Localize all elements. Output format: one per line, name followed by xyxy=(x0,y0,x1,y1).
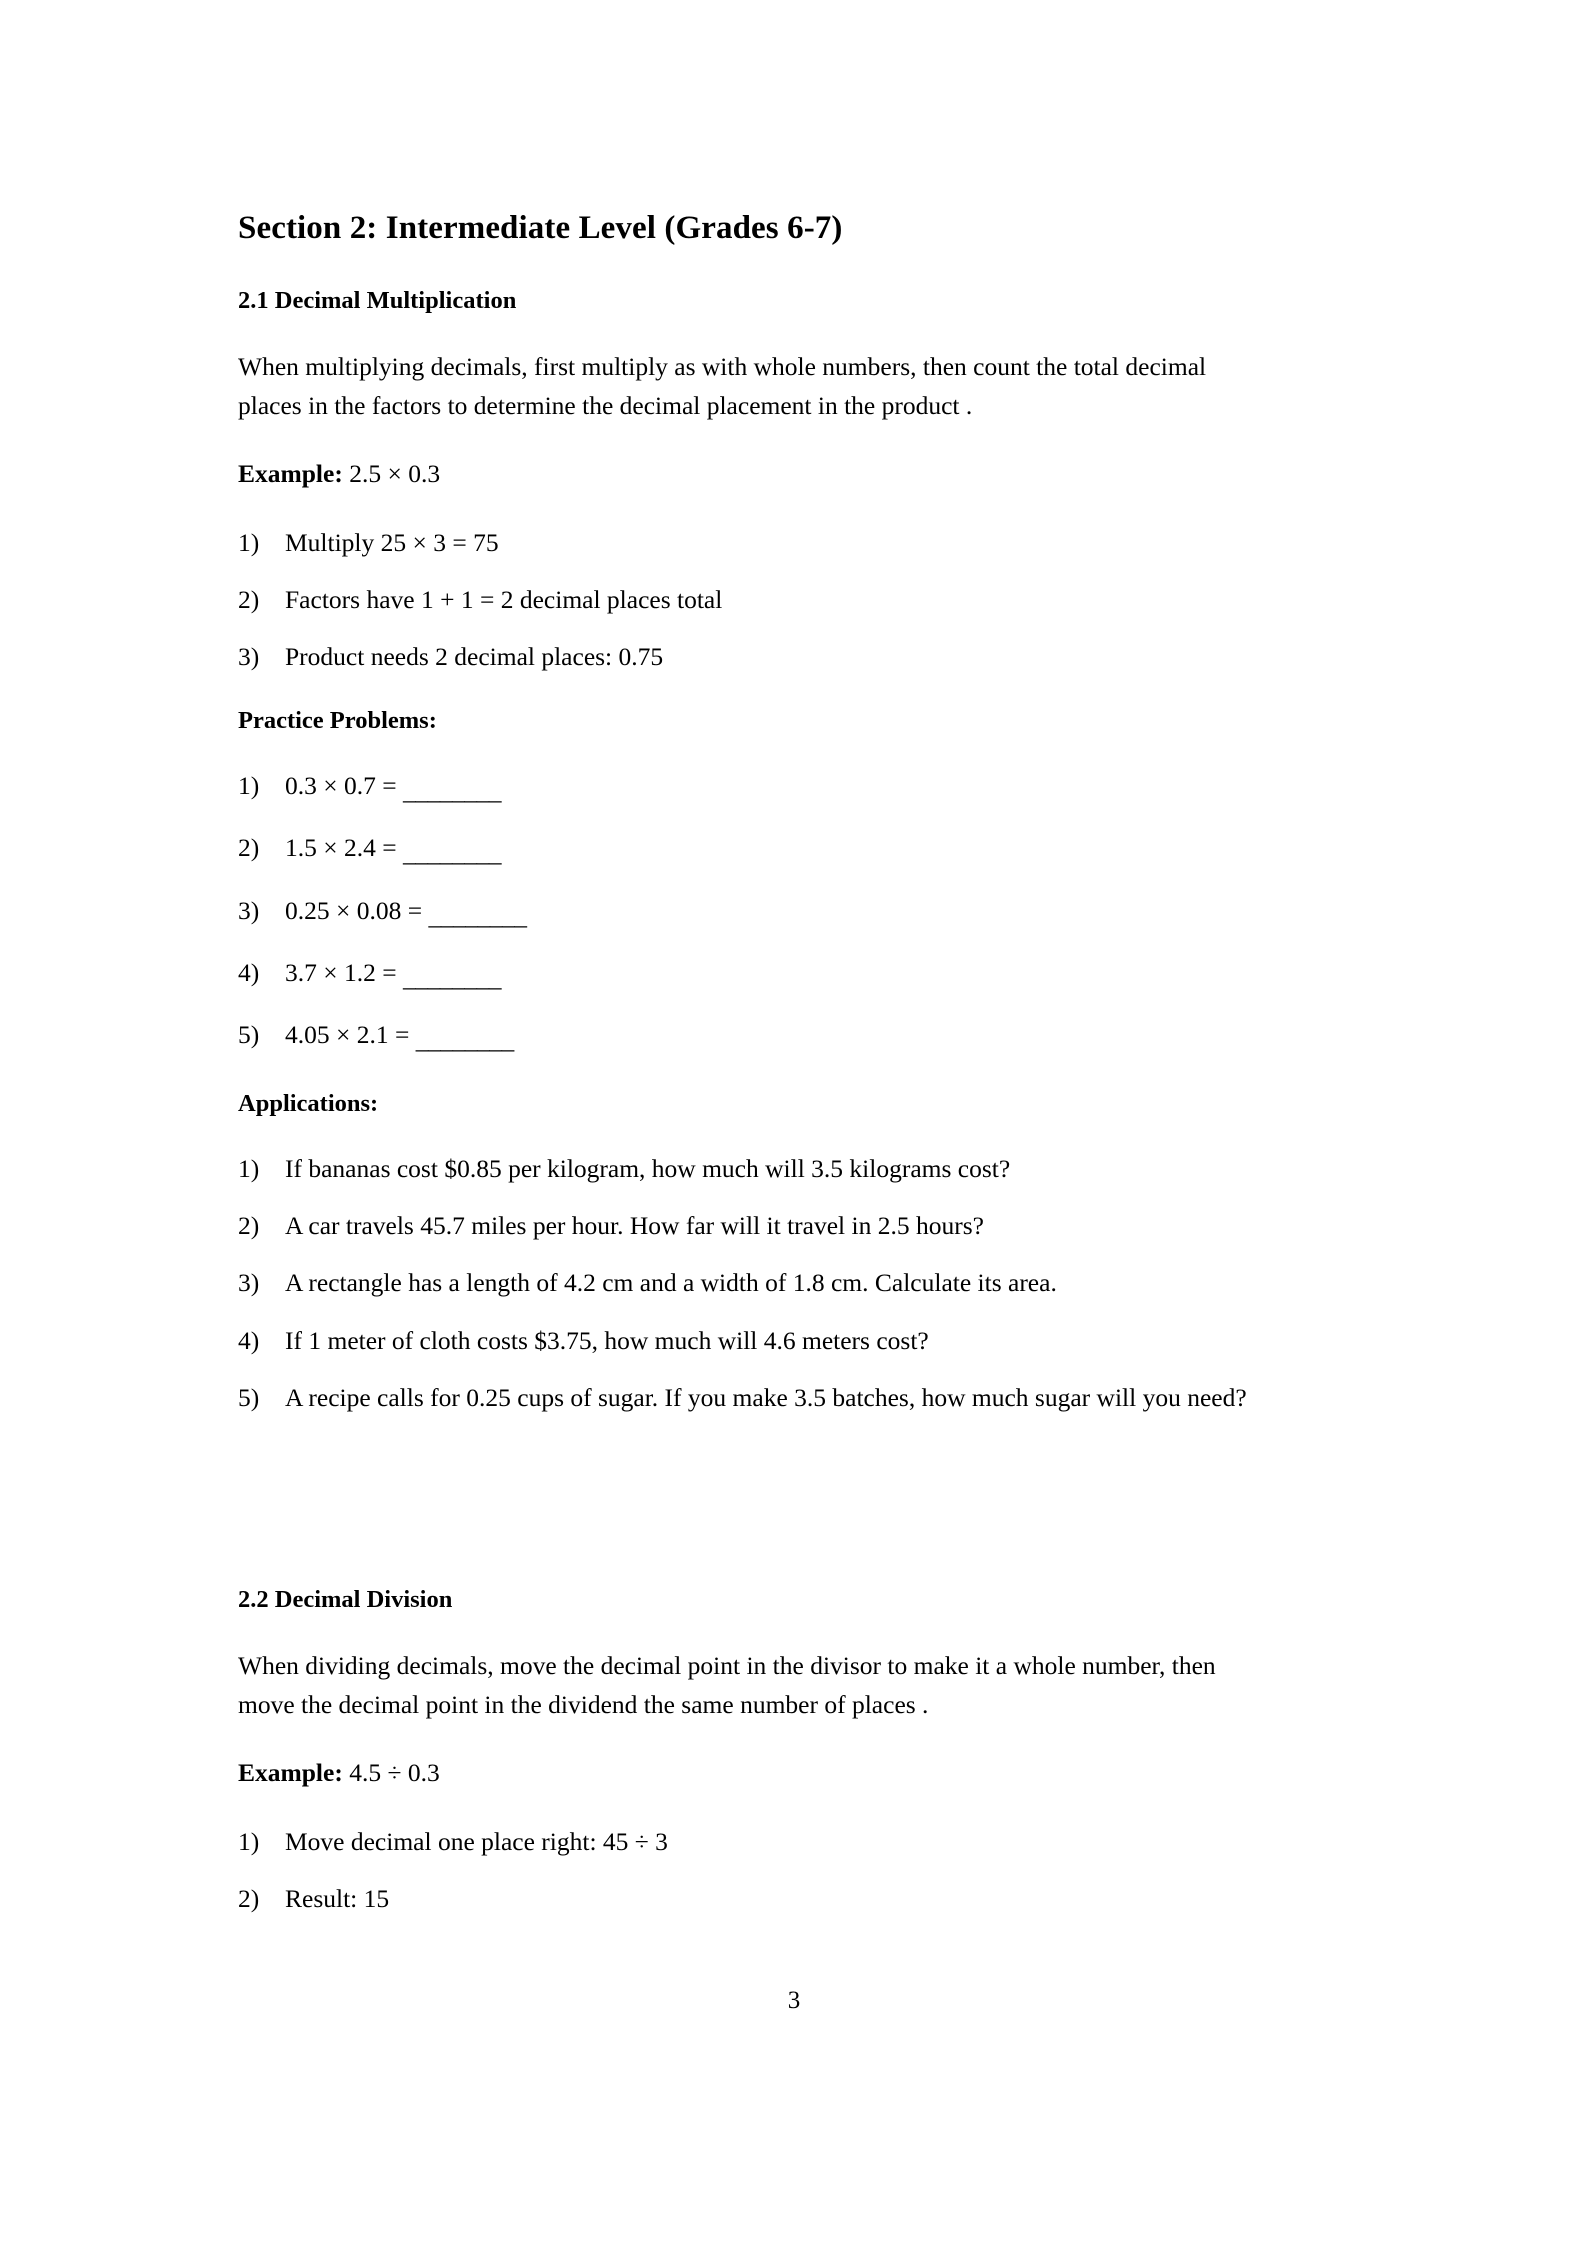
list-marker: 4) xyxy=(238,957,260,987)
example-line-2-1 xyxy=(238,455,1262,493)
example-expression: 4.5 ÷ 0.3 xyxy=(349,1758,440,1788)
list-item xyxy=(238,1322,1262,1360)
spacer xyxy=(238,737,1262,767)
list-marker: 5) xyxy=(238,1382,260,1412)
list-marker: 1) xyxy=(238,1826,260,1856)
answer-blank[interactable]: ________ xyxy=(403,838,502,868)
list-item-text: Product needs 2 decimal places: 0.75 xyxy=(285,642,664,672)
list-item-text: Multiply 25 × 3 = 75 xyxy=(285,527,499,557)
spacer xyxy=(238,248,1262,286)
answer-blank[interactable]: ________ xyxy=(403,776,502,806)
list-item-text: Factors have 1 + 1 = 2 decimal places total xyxy=(285,584,723,614)
list-item xyxy=(238,1264,1262,1302)
list-item xyxy=(238,892,1262,935)
problem-expression: 0.3 × 0.7 = xyxy=(285,771,404,801)
list-item-text: If 1 meter of cloth costs $3.75, how much will 4.6 meters cost? xyxy=(285,1325,929,1355)
list-marker: 2) xyxy=(238,833,260,863)
list-item-text: A car travels 45.7 miles per hour. How far will it travel in 2.5 hours? xyxy=(285,1211,984,1241)
spacer xyxy=(238,1059,1262,1089)
spacer xyxy=(238,1793,1262,1823)
subsection-heading-2-1: 2.1 Decimal Multiplication xyxy=(238,287,517,315)
list-item xyxy=(238,1150,1262,1188)
spacer xyxy=(238,425,1262,455)
example-steps-list-2-2 xyxy=(238,1823,1262,1919)
problem-expression: 0.25 × 0.08 = xyxy=(285,895,429,925)
list-marker: 3) xyxy=(238,642,260,672)
list-marker: 5) xyxy=(238,1020,260,1050)
list-item xyxy=(238,1016,1262,1059)
spacer xyxy=(238,1724,1262,1754)
list-item-text: A recipe calls for 0.25 cups of sugar. If you make 3.5 batches, how much sugar will you need? xyxy=(285,1382,1247,1412)
practice-problems-heading: Practice Problems: xyxy=(238,707,437,735)
list-marker: 1) xyxy=(238,771,260,801)
list-marker: 2) xyxy=(238,1211,260,1241)
spacer xyxy=(238,317,1262,347)
subsection-2-1-intro: When multiplying decimals, first multiply as with whole numbers, then count the total decimal places in the factors to determine the decimal placement in the product . xyxy=(238,351,1207,421)
spacer xyxy=(238,1120,1262,1150)
list-item xyxy=(238,581,1262,619)
answer-blank[interactable]: ________ xyxy=(415,1025,514,1055)
list-marker: 3) xyxy=(238,1268,260,1298)
list-item xyxy=(238,954,1262,997)
list-marker: 2) xyxy=(238,1883,260,1913)
list-item xyxy=(238,1880,1262,1918)
list-marker: 3) xyxy=(238,895,260,925)
spacer xyxy=(238,494,1262,524)
list-item-text: Result: 15 xyxy=(285,1883,390,1913)
applications-heading: Applications: xyxy=(238,1090,379,1118)
problem-expression: 3.7 × 1.2 = xyxy=(285,957,404,987)
page-content xyxy=(238,208,1262,1918)
example-expression: 2.5 × 0.3 xyxy=(349,459,441,489)
list-marker: 2) xyxy=(238,584,260,614)
list-item xyxy=(238,1823,1262,1861)
list-item-text: A rectangle has a length of 4.2 cm and a width of 1.8 cm. Calculate its area. xyxy=(285,1268,1057,1298)
list-item-text: If bananas cost $0.85 per kilogram, how much will 3.5 kilograms cost? xyxy=(285,1153,1011,1183)
answer-blank[interactable]: ________ xyxy=(403,962,502,992)
example-steps-list-2-1 xyxy=(238,524,1262,677)
example-label: Example: xyxy=(238,1758,343,1788)
spacer xyxy=(238,676,1262,706)
list-item xyxy=(238,1207,1262,1245)
answer-blank[interactable]: ________ xyxy=(428,900,527,930)
spacer xyxy=(238,1616,1262,1646)
list-item xyxy=(238,1379,1262,1417)
subsection-2-2-intro: When dividing decimals, move the decimal point in the divisor to make it a whole number, then move the decimal point in the dividend the same number of places . xyxy=(238,1650,1216,1720)
list-marker: 1) xyxy=(238,527,260,557)
problem-expression: 4.05 × 2.1 = xyxy=(285,1020,416,1050)
list-marker: 1) xyxy=(238,1153,260,1183)
example-label: Example: xyxy=(238,459,343,489)
example-line-2-2 xyxy=(238,1754,1262,1792)
problem-expression: 1.5 × 2.4 = xyxy=(285,833,404,863)
list-item xyxy=(238,524,1262,562)
list-item xyxy=(238,638,1262,676)
subsection-heading-2-2: 2.2 Decimal Division xyxy=(238,1586,453,1614)
page-number: 3 xyxy=(787,1987,801,2014)
list-item xyxy=(238,829,1262,872)
practice-problems-list xyxy=(238,767,1262,1059)
page-title: Section 2: Intermediate Level (Grades 6-7) xyxy=(238,210,843,246)
list-item xyxy=(238,767,1262,810)
section-break-spacer xyxy=(238,1417,1262,1585)
applications-list xyxy=(238,1150,1262,1417)
list-item-text: Move decimal one place right: 45 ÷ 3 xyxy=(285,1826,668,1856)
list-marker: 4) xyxy=(238,1325,260,1355)
